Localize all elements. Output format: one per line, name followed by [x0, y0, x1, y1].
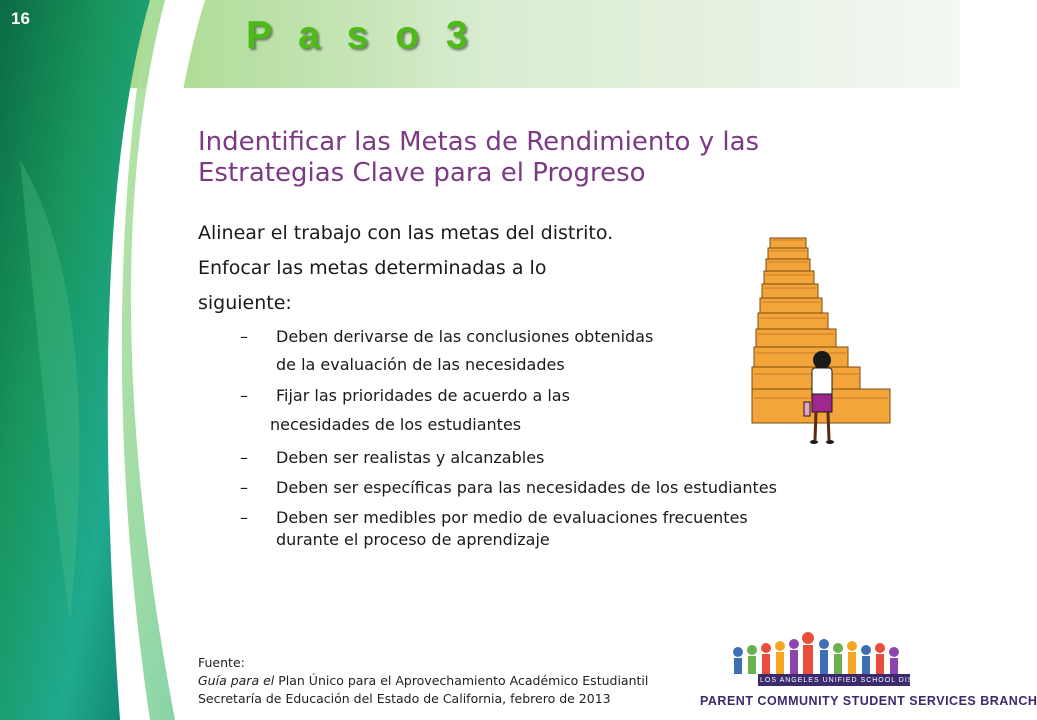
- slide-number: 16: [11, 9, 30, 28]
- slide-title: P a s o 3: [246, 14, 476, 57]
- slide-subtitle: Indentificar las Metas de Rendimiento y las Estrategias Clave para el Progreso: [198, 127, 760, 188]
- bullet-text-3: Deben ser realistas y alcanzables: [276, 448, 545, 467]
- bullet-text-2a: Fijar las prioridades de acuerdo a las: [276, 386, 570, 405]
- bullet-text-1b: de la evaluación de las necesidades: [276, 355, 565, 374]
- source-citation: [198, 654, 648, 708]
- source-label: Fuente:: [198, 655, 245, 670]
- source-line-1: [198, 672, 648, 690]
- bullet-marker-5: –: [240, 508, 248, 527]
- body-line-2: Enfocar las metas determinadas a lo: [198, 257, 547, 279]
- source-line-1-italic: Guía para el: [198, 673, 275, 688]
- bullet-text-5a: Deben ser medibles por medio de evaluaciones frecuentes: [276, 508, 748, 527]
- bullet-marker-4: –: [240, 478, 248, 497]
- staircase-illustration: [752, 236, 894, 450]
- bullet-marker-1: –: [240, 327, 248, 346]
- bullet-text-1a: Deben derivarse de las conclusiones obtenidas: [276, 327, 654, 346]
- bullet-marker-3: –: [240, 448, 248, 467]
- source-line-2: Secretaría de Educación del Estado de California, febrero de 2013: [198, 691, 611, 706]
- logo-people: [733, 632, 899, 674]
- logo-title: PARENT COMMUNITY STUDENT SERVICES BRANCH: [700, 694, 1037, 708]
- bullet-text-2b: necesidades de los estudiantes: [270, 415, 522, 434]
- body-line-1: Alinear el trabajo con las metas del distrito.: [198, 222, 614, 244]
- body-line-3: siguiente:: [198, 292, 292, 314]
- bullet-marker-2: –: [240, 386, 248, 405]
- source-line-1-rest: Plan Único para el Aprovechamiento Académico Estudiantil: [274, 673, 649, 688]
- bullet-text-5b: durante el proceso de aprendizaje: [276, 530, 550, 549]
- logo-banner-text: LOS ANGELES UNIFIED SCHOOL DISTRICT: [760, 677, 940, 684]
- bullet-text-4: Deben ser específicas para las necesidades de los estudiantes: [276, 478, 777, 497]
